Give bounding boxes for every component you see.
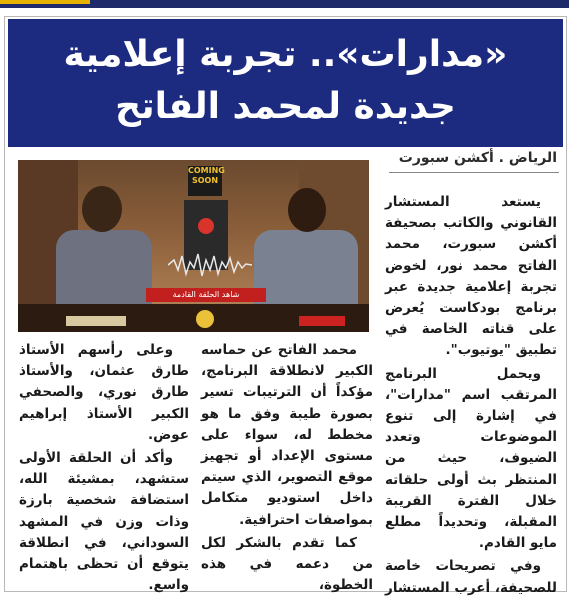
name-tag [66,316,126,326]
headline [8,29,563,133]
article-photo [18,160,369,332]
paragraph: ويحمل البرنامج المرتقب اسم "مدارات"، في إشارة إلى تنوع الموضوعات وتعدد الضيوف، حيث من المنتظر بث أولى حلقاته خلال الفترة القريبة المقبلة، وتحديداً مطلع مايو القادم. [385,365,557,552]
paragraph: وأكد أن الحلقة الأولى ستشهد، بمشيئة الله، استضافة شخصية بارزة وذات وزن في المشهد السوداني، في انطلاقة يتوقع أن تحظى باهتمام واسع. [19,450,189,594]
paragraph: محمد الفاتح عن حماسه الكبير لانطلاقة البرنامج، مؤكداً أن الترتيبات تسير بصورة طيبة وفق ما هو مخطط له، سواء على مستوى الإعداد أو تجهيز موقع التصوير، الذي سيتم داخل استوديو متكامل بمواصفات احترافية. [201,342,373,528]
soundwave-icon [168,250,252,280]
headline-banner [8,19,563,147]
column-middle [201,340,373,594]
byline: الرياض . أكشن سبورت [398,150,557,166]
top-strip-accent [0,0,90,4]
paragraph: وعلى رأسهم الأستاذ طارق عثمان، والأستاذ طارق نوري، والصحفي الكبير الأستاذ إبراهيم عوض. [19,342,189,443]
paragraph: وفي تصريحات خاصة للصحيفة، أعرب المستشار [385,558,557,596]
program-logo-icon [196,310,214,328]
headline-line-2: جديدة لمحمد الفاتح [115,86,456,127]
subscribe-badge [299,316,345,326]
column-left [19,340,189,594]
record-icon [198,218,214,234]
top-strip [0,0,569,8]
photo-caption-banner: شاهد الحلقة القادمة [146,288,266,302]
coming-soon-sign: COMING SOON [188,166,222,196]
byline-divider [389,172,559,173]
column-right [385,192,557,596]
paragraph: يستعد المستشار القانوني والكاتب بصحيفة أكشن سبورت، محمد الفاتح محمد نور، لخوض تجربة إعلامية جديدة عبر برنامج بودكاست يُعرض على قناته الخاصة في تطبيق "يوتيوب". [385,194,557,359]
paragraph: كما تقدم بالشكر لكل من دعمه في هذه الخطوة، [201,534,373,594]
headline-line-1: «مدارات».. تجربة إعلامية [63,34,508,75]
